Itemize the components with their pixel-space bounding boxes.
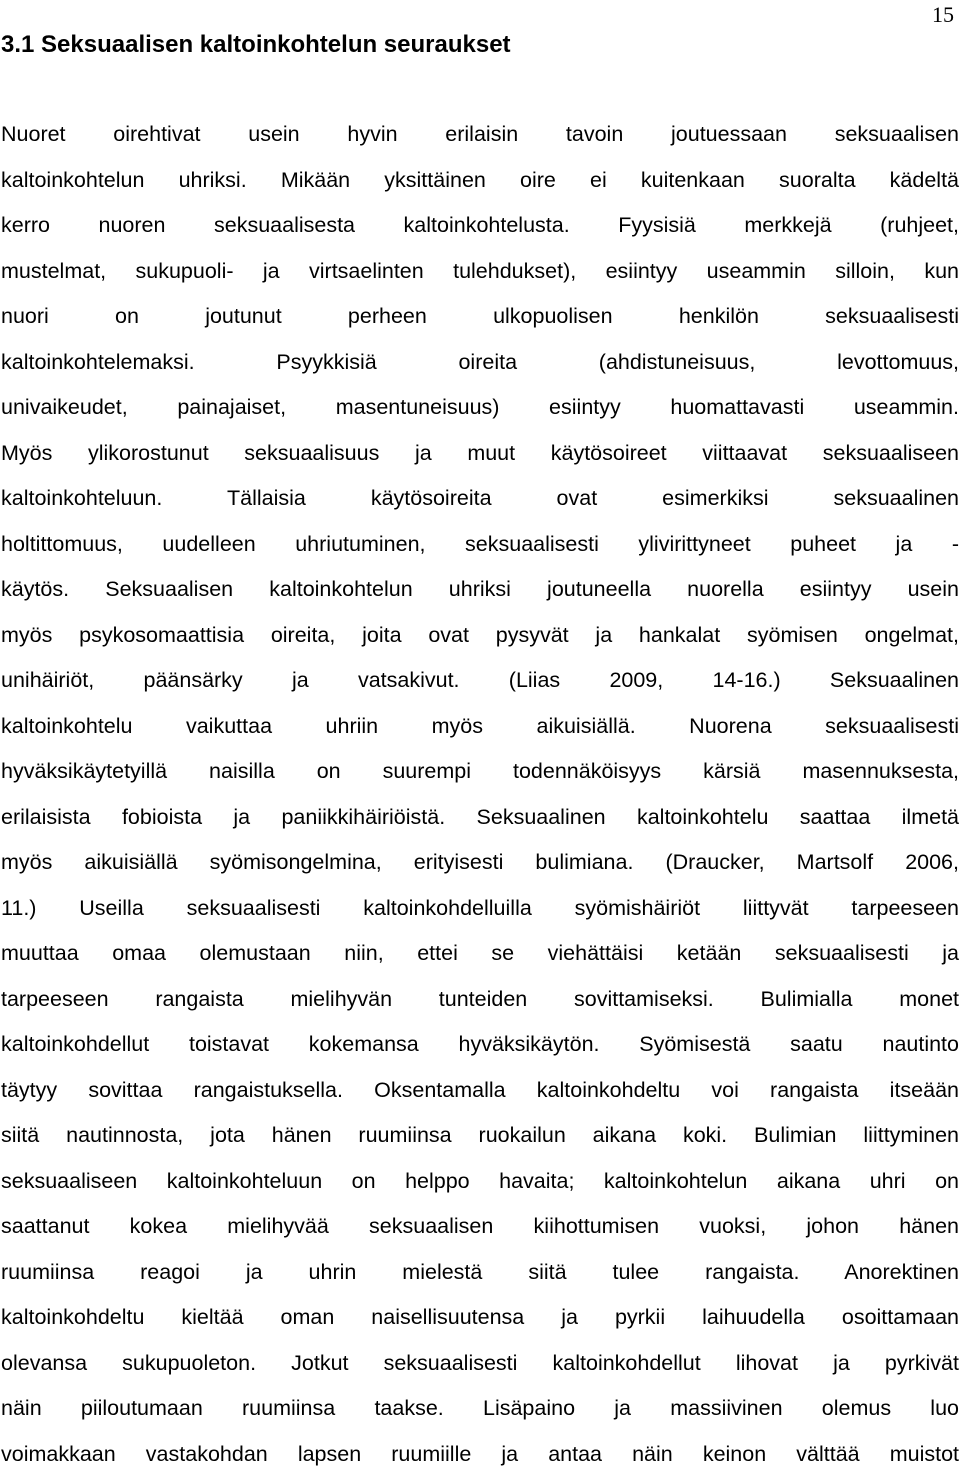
paragraph-line: hyväksikäytetyillä naisilla on suurempi todennäköisyys kärsiä masennuksesta, [1, 749, 959, 795]
paragraph-line: myös aikuisiällä syömisongelmina, erityisesti bulimiana. (Draucker, Martsolf 2006, [1, 840, 959, 886]
paragraph-line: tarpeeseen rangaista mielihyvän tunteiden sovittamiseksi. Bulimialla monet [1, 977, 959, 1023]
paragraph-line: Nuoret oirehtivat usein hyvin erilaisin tavoin joutuessaan seksuaalisen [1, 112, 959, 158]
paragraph-line: unihäiriöt, päänsärky ja vatsakivut. (Liias 2009, 14-16.) Seksuaalinen [1, 658, 959, 704]
paragraph-line: näin piiloutumaan ruumiinsa taakse. Lisäpaino ja massiivinen olemus luo [1, 1386, 959, 1432]
paragraph-line: univaikeudet, painajaiset, masentuneisuus) esiintyy huomattavasti useammin. [1, 385, 959, 431]
paragraph-line: kaltoinkohtelun uhriksi. Mikään yksittäinen oire ei kuitenkaan suoralta kädeltä [1, 158, 959, 204]
paragraph-line: holtittomuus, uudelleen uhriutuminen, seksuaalisesti ylivirittyneet puheet ja - [1, 522, 959, 568]
section-heading: 3.1 Seksuaalisen kaltoinkohtelun seuraukset [1, 30, 511, 60]
paragraph-line: kaltoinkohdeltu kieltää oman naisellisuutensa ja pyrkii laihuudella osoittamaan [1, 1295, 959, 1341]
paragraph-line: kerro nuoren seksuaalisesta kaltoinkohtelusta. Fyysisiä merkkejä (ruhjeet, [1, 203, 959, 249]
paragraph-line: kaltoinkohtelu vaikuttaa uhriin myös aikuisiällä. Nuorena seksuaalisesti [1, 704, 959, 750]
paragraph-line: 11.) Useilla seksuaalisesti kaltoinkohdelluilla syömishäiriöt liittyvät tarpeeseen [1, 886, 959, 932]
paragraph-line: mustelmat, sukupuoli- ja virtsaelinten tulehdukset), esiintyy useammin silloin, kun [1, 249, 959, 295]
paragraph-line: voimakkaan vastakohdan lapsen ruumiille ja antaa näin keinon välttää muistot [1, 1432, 959, 1477]
paragraph-line: muuttaa omaa olemustaan niin, ettei se viehättäisi ketään seksuaalisesti ja [1, 931, 959, 977]
paragraph-line: käytös. Seksuaalisen kaltoinkohtelun uhriksi joutuneella nuorella esiintyy usein [1, 567, 959, 613]
paragraph-line: erilaisista fobioista ja paniikkihäiriöistä. Seksuaalinen kaltoinkohtelu saattaa ilmetä [1, 795, 959, 841]
paragraph-line: olevansa sukupuoleton. Jotkut seksuaalisesti kaltoinkohdellut lihovat ja pyrkivät [1, 1341, 959, 1387]
paragraph-line: Myös ylikorostunut seksuaalisuus ja muut käytösoireet viittaavat seksuaaliseen [1, 431, 959, 477]
paragraph-line: kaltoinkohdellut toistavat kokemansa hyväksikäytön. Syömisestä saatu nautinto [1, 1022, 959, 1068]
paragraph-line: ruumiinsa reagoi ja uhrin mielestä siitä tulee rangaista. Anorektinen [1, 1250, 959, 1296]
paragraph-line: myös psykosomaattisia oireita, joita ovat pysyvät ja hankalat syömisen ongelmat, [1, 613, 959, 659]
paragraph-line: nuori on joutunut perheen ulkopuolisen henkilön seksuaalisesti [1, 294, 959, 340]
paragraph-line: siitä nautinnosta, jota hänen ruumiinsa ruokailun aikana koki. Bulimian liittyminen [1, 1113, 959, 1159]
paragraph-line: seksuaaliseen kaltoinkohteluun on helppo havaita; kaltoinkohtelun aikana uhri on [1, 1159, 959, 1205]
paragraph-line: saattanut kokea mielihyvää seksuaalisen kiihottumisen vuoksi, johon hänen [1, 1204, 959, 1250]
page-number: 15 [932, 2, 954, 28]
paragraph-line: täytyy sovittaa rangaistuksella. Oksentamalla kaltoinkohdeltu voi rangaista itseään [1, 1068, 959, 1114]
paragraph-line: kaltoinkohteluun. Tällaisia käytösoireita ovat esimerkiksi seksuaalinen [1, 476, 959, 522]
body-paragraph [1, 112, 959, 1477]
paragraph-line: kaltoinkohtelemaksi. Psyykkisiä oireita (ahdistuneisuus, levottomuus, [1, 340, 959, 386]
